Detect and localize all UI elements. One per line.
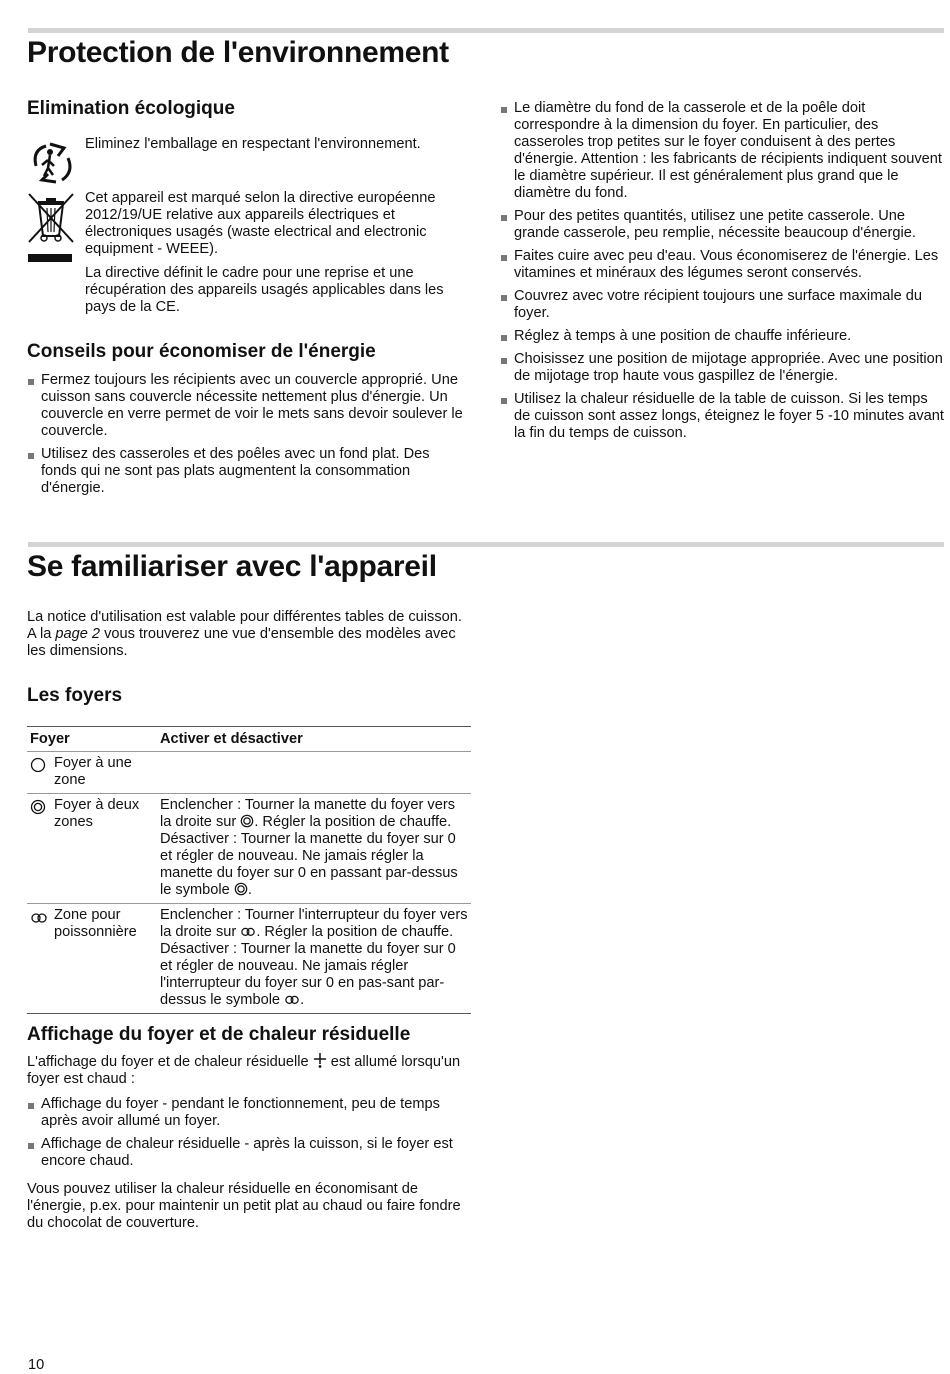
section-title-environment: Protection de l'environnement bbox=[27, 36, 449, 69]
intro-text bbox=[27, 609, 467, 660]
single-ring-icon bbox=[30, 757, 46, 773]
list-item: Le diamètre du fond de la casserole et de la poêle doit correspondre à la dimension du foyer. En particulier, des casseroles trop petites sur le foyer conduisent à des pertes d'énergie. Attention : les fabricants de récipients indiquent souvent le diamètre supérieur. Il est généralement plus grand que le diamètre du fond. bbox=[500, 100, 944, 202]
table-row bbox=[27, 794, 471, 904]
zone-symbol bbox=[30, 797, 54, 831]
residual-heat-indicator-icon bbox=[313, 1052, 327, 1068]
zone-activation-text bbox=[157, 904, 471, 1014]
energy-tips-left-list bbox=[27, 372, 469, 503]
double-ring-icon bbox=[240, 814, 254, 828]
zone-name: Zone pour poissonnière bbox=[54, 907, 137, 940]
double-ring-icon bbox=[30, 799, 46, 815]
list-item: Faites cuire avec peu d'eau. Vous économiserez de l'énergie. Les vitamines et minéraux des légumes seront conservés. bbox=[500, 248, 944, 282]
foyers-table bbox=[27, 726, 471, 1014]
zone-activation-text bbox=[157, 794, 471, 904]
list-item: Pour des petites quantités, utilisez une petite casserole. Une grande casserole, peu remplie, nécessite beaucoup d'énergie. bbox=[500, 208, 944, 242]
section-rule bbox=[28, 28, 944, 33]
zone-cell bbox=[30, 907, 155, 941]
zone-activation-text bbox=[157, 752, 471, 794]
zone-symbol bbox=[30, 755, 54, 789]
directive-text: La directive définit le cadre pour une reprise et une récupération des appareils usagés applicables dans les pays de la CE. bbox=[85, 265, 444, 315]
oval-zone-icon bbox=[240, 924, 256, 938]
activation-text-part: Enclencher : Tourner l'interrupteur du foyer vers la droite sur bbox=[160, 907, 468, 940]
table-row bbox=[27, 904, 471, 1014]
list-item: Affichage de chaleur résiduelle - après la cuisson, si le foyer est encore chaud. bbox=[27, 1136, 469, 1170]
heading-foyers: Les foyers bbox=[27, 685, 123, 706]
list-item: Réglez à temps à une position de chauffe inférieure. bbox=[500, 328, 944, 345]
activation-text-part: . bbox=[300, 992, 305, 1008]
table-header-row bbox=[27, 727, 471, 752]
residual-intro-part: L'affichage du foyer et de chaleur résiduelle bbox=[27, 1054, 313, 1070]
zone-name: Foyer à une zone bbox=[54, 755, 132, 788]
table-cell bbox=[27, 904, 157, 1014]
heading-energy-tips: Conseils pour économiser de l'énergie bbox=[27, 341, 376, 362]
table-row bbox=[27, 752, 471, 794]
table-cell bbox=[27, 794, 157, 904]
zone-name: Foyer à deux zones bbox=[54, 797, 140, 830]
recycling-dispose-icon bbox=[26, 138, 76, 188]
column-header-activation: Activer et désactiver bbox=[157, 727, 471, 752]
list-item: Couvrez avec votre récipient toujours une surface maximale du foyer. bbox=[500, 288, 944, 322]
list-item: Fermez toujours les récipients avec un couvercle approprié. Une cuisson sans couvercle nécessite nettement plus d'énergie. Un couvercle en verre permet de voir le mets sans devoir soulever le couvercle. bbox=[27, 372, 469, 440]
heading-elimination: Elimination écologique bbox=[27, 98, 235, 119]
residual-outro: Vous pouvez utiliser la chaleur résiduelle en économisant de l'énergie, p.ex. pour maintenir un petit plat au chaud ou faire fondre du chocolat de couverture. bbox=[27, 1181, 461, 1231]
crossed-bin-weee-icon bbox=[26, 192, 76, 264]
zone-cell bbox=[30, 755, 155, 789]
intro-text-part: vous trouverez une vue d'ensemble des modèles avec les dimensions. bbox=[27, 626, 456, 659]
intro-text-part: La notice d'utilisation est valable pour différentes tables de cuisson. A la bbox=[27, 609, 462, 642]
heading-residual-heat: Affichage du foyer et de chaleur résiduelle bbox=[27, 1024, 411, 1045]
residual-intro bbox=[27, 1052, 467, 1088]
section-rule bbox=[28, 542, 944, 547]
activation-text-part: . bbox=[247, 882, 252, 898]
page-reference-link[interactable]: page 2 bbox=[55, 626, 101, 642]
oval-zone-icon bbox=[284, 992, 300, 1006]
zone-cell bbox=[30, 797, 155, 831]
list-item: Utilisez la chaleur résiduelle de la table de cuisson. Si les temps de cuisson sont assez longs, éteignez le foyer 5 -10 minutes avant la fin du temps de cuisson. bbox=[500, 391, 944, 442]
activation-text-part: . Régler la position de chauffe. Désactiver : Tourner la manette du foyer sur 0 et régler de nouveau. Ne jamais régler la manette du foyer sur 0 en passant par-dessus le symbole bbox=[160, 814, 458, 898]
list-item: Choisissez une position de mijotage appropriée. Avec une position de mijotage trop haute vous gaspillez de l'énergie. bbox=[500, 351, 944, 385]
residual-list bbox=[27, 1096, 469, 1176]
section-title-familiarize: Se familiariser avec l'appareil bbox=[27, 550, 437, 583]
weee-text: Cet appareil est marqué selon la directive européenne 2012/19/UE relative aux appareils électriques et électroniques usagés (waste electrical and electronic equipment - WEEE). bbox=[85, 190, 436, 257]
zone-symbol bbox=[30, 907, 54, 941]
activation-text-part: . Régler la position de chauffe. Désactiver : Tourner la manette du foyer sur 0 et régler de nouveau. Ne jamais régler l'interrupteur du foyer sur 0 en pas-sant par-dessus le symbole bbox=[160, 924, 456, 1008]
list-item: Affichage du foyer - pendant le fonctionnement, peu de temps après avoir allumé un foyer. bbox=[27, 1096, 469, 1130]
table-cell bbox=[27, 752, 157, 794]
activation-text-part: Enclencher : Tourner la manette du foyer vers la droite sur bbox=[160, 797, 456, 830]
list-item: Utilisez des casseroles et des poêles avec un fond plat. Des fonds qui ne sont pas plats augmentent la consommation d'énergie. bbox=[27, 446, 469, 497]
energy-tips-right-list bbox=[500, 100, 944, 448]
column-header-foyer: Foyer bbox=[27, 727, 157, 752]
oval-zone-icon bbox=[30, 909, 48, 925]
page-number: 10 bbox=[28, 1357, 45, 1373]
double-ring-icon bbox=[234, 882, 248, 896]
residual-intro-part: est allumé lorsqu'un foyer est chaud : bbox=[27, 1054, 461, 1087]
packaging-text: Eliminez l'emballage en respectant l'environnement. bbox=[85, 136, 421, 152]
